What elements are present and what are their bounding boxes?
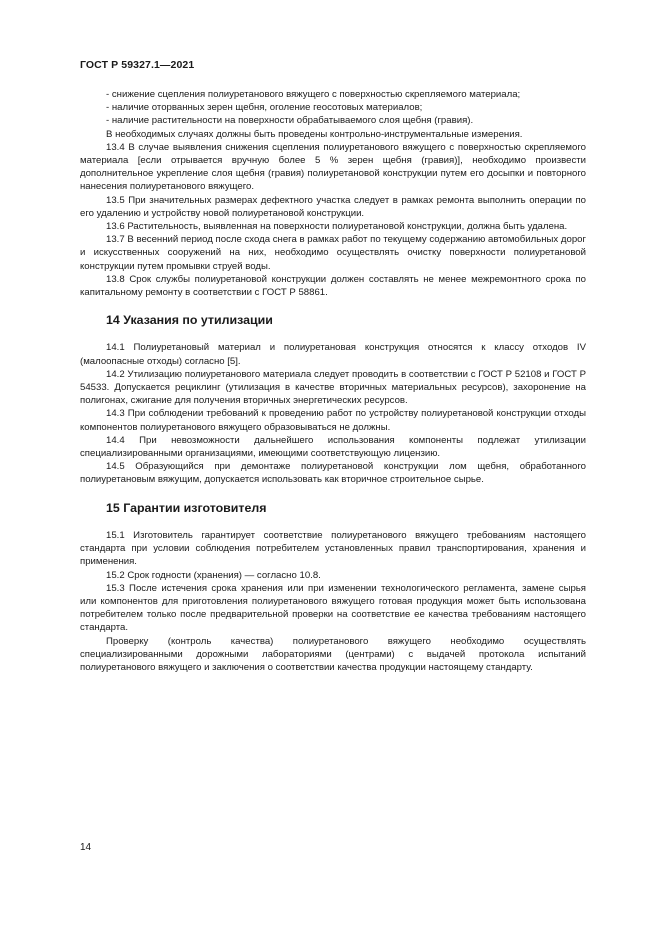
paragraph-15-1: 15.1 Изготовитель гарантирует соответствие полиуретанового вяжущего требованиям настоящего стандарта при условии соблюдения потребителем установленных правил транспортирования, хранения и применения. (80, 529, 586, 568)
paragraph-13-8: 13.8 Срок службы полиуретановой конструкции должен составлять не менее межремонтного срока по капитальному ремонту в соответствии с ГОСТ Р 58861. (80, 273, 586, 299)
paragraph-15-3: 15.3 После истечения срока хранения или при изменении технологического регламента, замене сырья или компонентов для приготовления полиуретанового вяжущего готовая продукция может быть использована потребителем только после предварительной проверки на соответствие ее качества требованиям настоящего стандарта. (80, 582, 586, 634)
paragraph-14-5: 14.5 Образующийся при демонтаже полиуретановой конструкции лом щебня, обработанного полиуретановым вяжущим, допускается использовать как вторичное строительное сырье. (80, 461, 586, 486)
paragraph-13-4: 13.4 В случае выявления снижения сцепления полиуретанового вяжущего с поверхностью скрепляемого материала [если отрывается вручную более 5 % зерен щебня (гравия)], необходимо произвести дополнительное укрепление слоя щебня (гравия) полиуретановой конструкции путем его досыпки и повторного нанесения полиуретанового вяжущего. (80, 141, 586, 193)
list-item: - наличие оторванных зерен щебня, оголение геосотовых материалов; (106, 102, 423, 114)
section-14-title: 14 Указания по утилизации (106, 313, 273, 328)
paragraph-13-5: 13.5 При значительных размерах дефектного участка следует в рамках ремонта выполнить операции по его удалению и устройству новой полиуретановой конструкции. (80, 194, 586, 219)
paragraph-14-3: 14.3 При соблюдении требований к проведению работ по устройству полиуретановой конструкции отходы компонентов полиуретанового вяжущего образовываться не должны. (80, 408, 586, 433)
paragraph-15-2: 15.2 Срок годности (хранения) — согласно 10.8. (106, 569, 321, 581)
paragraph-13-7: 13.7 В весенний период после схода снега в рамках работ по текущему содержанию автомобильных дорог и искусственных сооружений на них, необходимо осуществлять очистку поверхности полиуретановой конструкции путем промывки струей воды. (80, 234, 586, 272)
paragraph: В необходимых случаях должны быть проведены контрольно-инструментальные измерения. (106, 128, 523, 140)
paragraph-13-6: 13.6 Растительность, выявленная на поверхности полиуретановой конструкции, должна быть удалена. (106, 221, 568, 233)
page-content (80, 88, 586, 674)
section-15-title: 15 Гарантии изготовителя (106, 500, 267, 515)
paragraph-14-2: 14.2 Утилизацию полиуретанового материала следует проводить в соответствии с ГОСТ Р 52108 и ГОСТ Р 54533. Допускается рециклинг (утилизация в качестве вторичных материальных ресурсов), захоронение на полигонах, сжигание для получения вторичных энергетических ресурсов. (80, 368, 586, 407)
paragraph-14-1: 14.1 Полиуретановый материал и полиуретановая конструкция относятся к классу отходов IV (малоопасные отходы) согласно [5]. (80, 342, 586, 367)
page-number: 14 (80, 842, 92, 853)
paragraph-14-4: 14.4 При невозможности дальнейшего использования компоненты подлежат утилизации специализированными организациями, имеющими соответствующую лицензию. (80, 434, 586, 460)
document-code-header: ГОСТ Р 59327.1—2021 (80, 59, 195, 71)
paragraph-15-4: Проверку (контроль качества) полиуретанового вяжущего необходимо осуществлять специализированными дорожными лабораториями (центрами) с выдачей протокола испытаний полиуретанового вяжущего и заключения о соответствии качества продукции настоящему стандарту. (80, 635, 586, 673)
list-item: - наличие растительности на поверхности обрабатываемого слоя щебня (гравия). (106, 115, 474, 127)
list-item: - снижение сцепления полиуретанового вяжущего с поверхностью скрепляемого материала; (106, 89, 521, 100)
